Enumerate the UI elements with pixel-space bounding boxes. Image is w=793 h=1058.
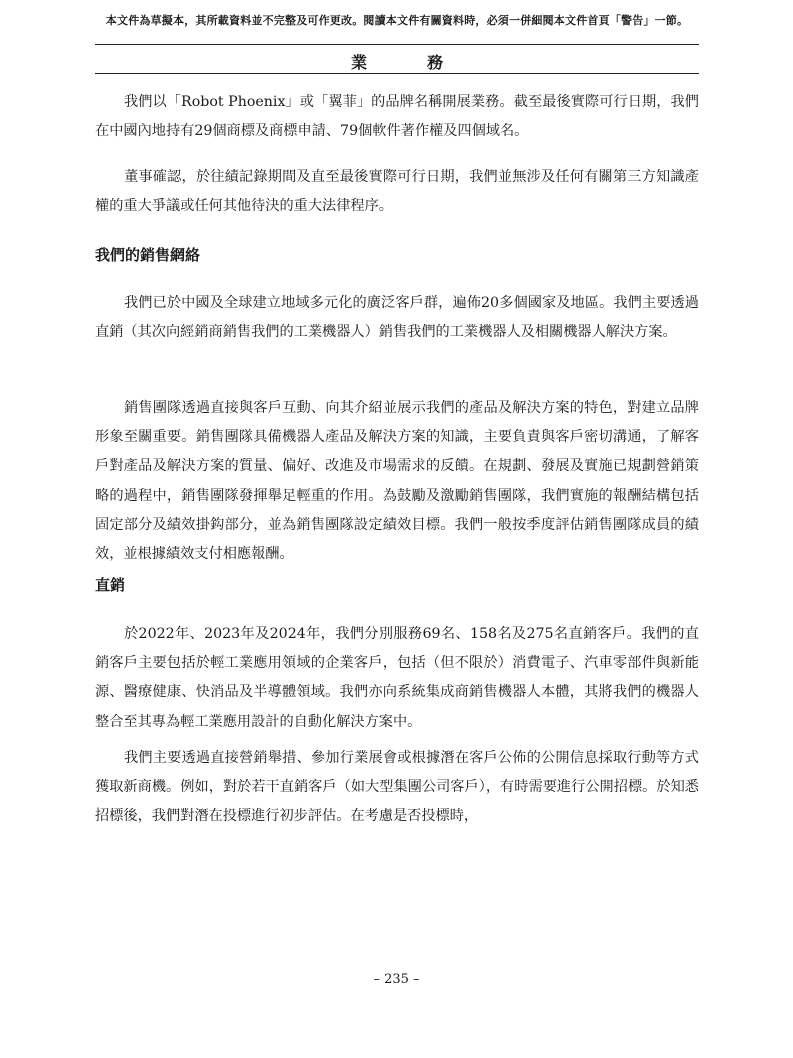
paragraph-business-opportunities: 我們主要透過直接營銷舉措、參加行業展會或根據潛在客戶公佈的公開信息採取行動等方式獲取新商機。例如，對於若干直銷客戶（如大型集團公司客戶），有時需要進行公開招標。於知悉招標後，我們對潛在投標進行初步評估。在考慮是否投標時，	[95, 750, 699, 825]
header-rule-bottom	[95, 73, 699, 74]
paragraph-legal-proceedings: 董事確認，於往績記錄期間及直至最後實際可行日期，我們並無涉及任何有關第三方知識產權的重大爭議或任何其他待決的重大法律程序。	[95, 169, 699, 215]
heading-direct-sales: 直銷	[95, 576, 126, 594]
paragraph-customer-base: 我們已於中國及全球建立地域多元化的廣泛客戶群，遍佈20多個國家及地區。我們主要透過直銷（其次向經銷商銷售我們的工業機器人）銷售我們的工業機器人及相關機器人解決方案。	[95, 295, 699, 341]
header-rule-top	[95, 44, 699, 45]
page-number: – 235 –	[373, 972, 420, 987]
heading-sales-network: 我們的銷售網絡	[95, 246, 201, 264]
paragraph-trademarks: 我們以「Robot Phoenix」或「翼菲」的品牌名稱開展業務。截至最後實際可行日期，我們在中國內地持有29個商標及商標申請、79個軟件著作權及四個域名。	[95, 94, 699, 140]
draft-warning-banner: 本文件為草擬本，其所載資料並不完整及可作更改。閱讀本文件有關資料時，必須一併細閱本文件首頁「警告」一節。	[105, 14, 689, 27]
paragraph-direct-customers: 於2022年、2023年及2024年，我們分別服務69名、158名及275名直銷客戶。我們的直銷客戶主要包括於輕工業應用領域的企業客戶，包括（但不限於）消費電子、汽車零部件與新能源、醫療健康、快消品及半導體領域。我們亦向系統集成商銷售機器人本體，其將我們的機器人整合至其專為輕工業應用設計的自動化解決方案中。	[95, 626, 699, 730]
paragraph-sales-team: 銷售團隊透過直接與客戶互動、向其介紹並展示我們的產品及解決方案的特色，對建立品牌形象至關重要。銷售團隊具備機器人產品及解決方案的知識，主要負責與客戶密切溝通，了解客戶對產品及解決方案的質量、偏好、改進及市場需求的反饋。在規劃、發展及實施已規劃營銷策略的過程中，銷售團隊發揮舉足輕重的作用。為鼓勵及激勵銷售團隊，我們實施的報酬結構包括固定部分及績效掛鈎部分，並為銷售團隊設定績效目標。我們一般按季度評估銷售團隊成員的績效，並根據績效支付相應報酬。	[95, 400, 699, 563]
section-title: 業 務	[350, 53, 465, 72]
